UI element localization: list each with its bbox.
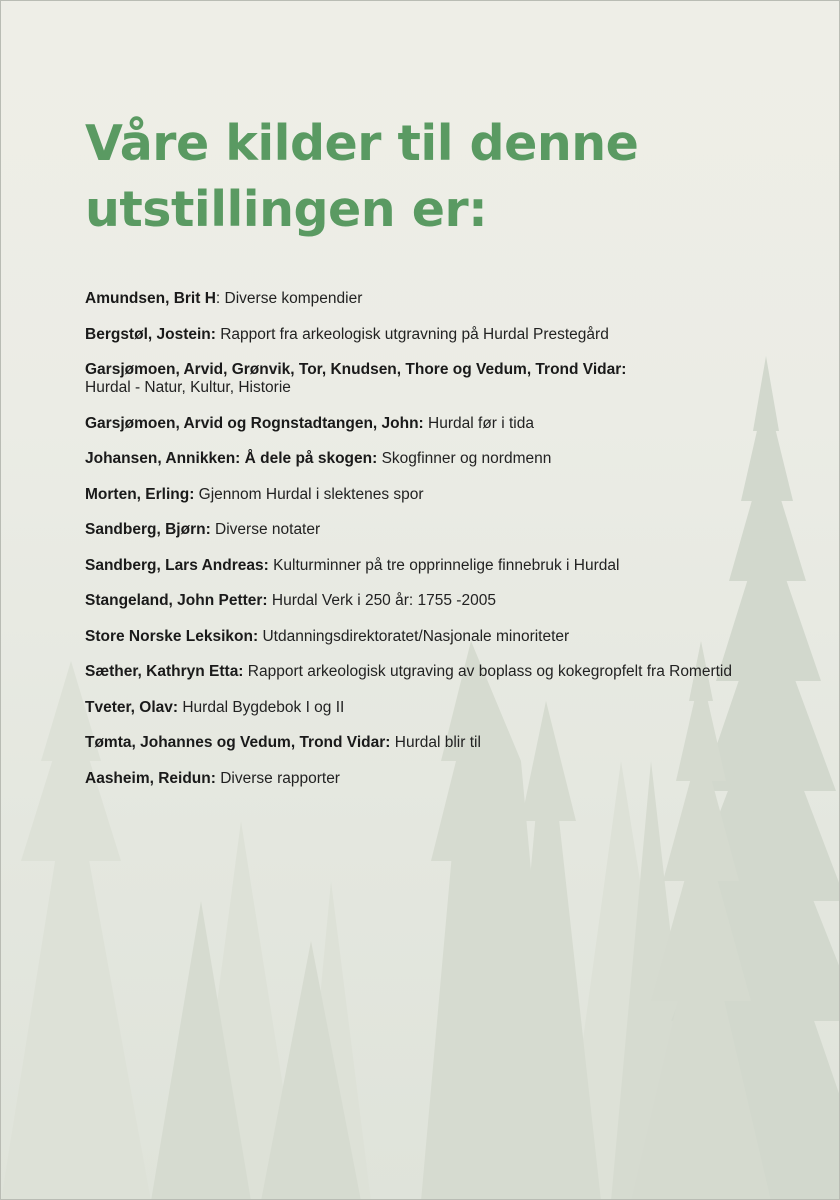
source-work: Kulturminner på tre opprinnelige finnebruk i Hurdal: [273, 556, 620, 574]
source-item: [85, 628, 805, 646]
source-author: Sæther, Kathryn Etta:: [85, 663, 244, 680]
source-item: [85, 450, 805, 468]
source-work: Diverse kompendier: [224, 290, 363, 307]
source-work: Hurdal - Natur, Kultur, Historie: [85, 379, 291, 396]
source-work: Rapport arkeologisk utgraving av boplass og kokegropfelt fra Romertid: [247, 663, 732, 680]
source-work: Gjennom Hurdal i slektenes spor: [198, 485, 424, 503]
source-item: [85, 290, 805, 308]
source-item: [85, 415, 805, 433]
source-author: Johansen, Annikken: Å dele på skogen:: [85, 450, 378, 467]
source-author: Sandberg, Lars Andreas:: [85, 556, 269, 574]
source-work: Hurdal før i tida: [428, 414, 534, 432]
source-work: Diverse rapporter: [220, 769, 340, 787]
page-title: [85, 111, 805, 243]
source-author: Garsjømoen, Arvid og Rognstadtangen, John:: [85, 414, 424, 432]
source-work: Hurdal blir til: [394, 734, 481, 751]
source-work: Diverse notater: [215, 521, 321, 538]
source-author: Bergstøl, Jostein:: [85, 325, 216, 343]
source-author: Sandberg, Bjørn:: [85, 521, 211, 538]
source-author: Tveter, Olav:: [85, 698, 179, 716]
source-item: [85, 486, 805, 504]
source-item: [85, 663, 805, 681]
source-author: Garsjømoen, Arvid, Grønvik, Tor, Knudsen, Thore og Vedum, Trond Vidar:: [85, 361, 627, 378]
source-work: Hurdal Verk i 250 år: 1755 -2005: [271, 592, 496, 609]
source-item: [85, 326, 805, 344]
source-item: [85, 592, 805, 610]
source-author: Aasheim, Reidun:: [85, 769, 216, 787]
source-work: Rapport fra arkeologisk utgravning på Hurdal Prestegård: [220, 325, 609, 343]
source-item: [85, 361, 805, 397]
source-list: [85, 290, 805, 788]
source-work: Hurdal Bygdebok I og II: [182, 698, 345, 716]
title-line-2: utstillingen er:: [85, 181, 488, 238]
source-work: Skogfinner og nordmenn: [381, 450, 552, 467]
source-item: [85, 734, 805, 752]
source-author: Store Norske Leksikon:: [85, 627, 259, 645]
source-author: Morten, Erling:: [85, 485, 195, 503]
source-separator: :: [215, 290, 225, 307]
title-line-1: Våre kilder til denne: [85, 115, 639, 172]
source-item: [85, 521, 805, 539]
source-item: [85, 557, 805, 575]
source-work: Utdanningsdirektoratet/Nasjonale minoriteter: [262, 627, 570, 645]
source-item: [85, 770, 805, 788]
content-area: [85, 111, 805, 805]
source-item: [85, 699, 805, 717]
source-author: Stangeland, John Petter:: [85, 592, 268, 609]
source-author: Tømta, Johannes og Vedum, Trond Vidar:: [85, 734, 391, 751]
source-author: Amundsen, Brit H: [85, 290, 216, 307]
